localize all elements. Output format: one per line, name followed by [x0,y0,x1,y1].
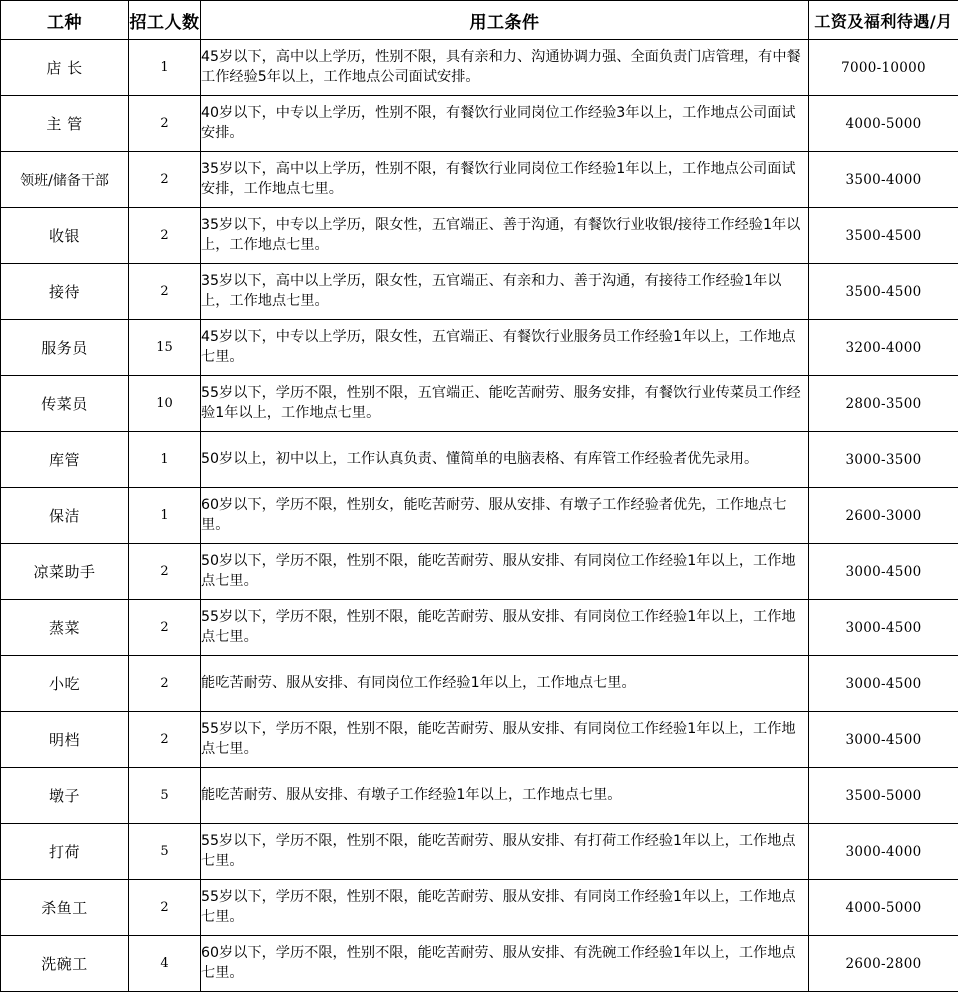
cell-job-title [1,152,129,208]
cell-job-title [1,600,129,656]
job-title-text: 传菜员 [41,395,88,413]
conditions-text: 45岁以下，中专以上学历，限女性，五官端正、有餐饮行业服务员工作经验1年以上，工作地点七里。 [201,329,796,365]
cell-headcount: 2 [129,712,201,768]
cell-headcount: 5 [129,768,201,824]
job-title-text: 杀鱼工 [41,899,88,917]
cell-salary: 3500-4500 [809,208,958,264]
job-title-text: 打荷 [48,843,80,861]
cell-conditions [201,376,809,432]
column-header-job: 工种 [1,1,129,40]
cell-headcount: 2 [129,600,201,656]
job-title-text: 领班/储备干部 [20,172,109,189]
table-row [1,488,958,544]
conditions-text: 50岁以下，学历不限，性别不限，能吃苦耐劳、服从安排、有同岗位工作经验1年以上，工作地点七里。 [201,553,796,589]
conditions-text: 55岁以下，学历不限，性别不限，能吃苦耐劳、服从安排、有同岗位工作经验1年以上，工作地点七里。 [201,721,796,757]
conditions-text: 55岁以下，学历不限，性别不限，能吃苦耐劳、服从安排、有同岗工作经验1年以上，工作地点七里。 [201,889,796,925]
cell-job-title [1,488,129,544]
cell-salary: 3000-3500 [809,432,958,488]
cell-salary: 3500-4000 [809,152,958,208]
table-body [1,40,958,992]
cell-job-title [1,544,129,600]
table-header [1,1,958,40]
cell-conditions [201,656,809,712]
conditions-text: 45岁以下，高中以上学历，性别不限，具有亲和力、沟通协调力强、全面负责门店管理，有中餐工作经验5年以上，工作地点公司面试安排。 [201,49,801,85]
cell-headcount: 2 [129,264,201,320]
conditions-text: 55岁以下，学历不限，性别不限，能吃苦耐劳、服从安排、有同岗位工作经验1年以上，工作地点七里。 [201,609,796,645]
job-title-text: 蒸菜 [48,619,80,637]
table-row [1,376,958,432]
cell-job-title [1,432,129,488]
table-row [1,544,958,600]
job-title-text: 库管 [48,451,80,469]
job-title-text: 接待 [48,283,80,301]
cell-salary: 3000-4500 [809,656,958,712]
cell-conditions [201,544,809,600]
cell-conditions [201,712,809,768]
table-row [1,712,958,768]
cell-headcount: 2 [129,656,201,712]
cell-conditions [201,936,809,992]
table-row [1,936,958,992]
cell-job-title [1,96,129,152]
cell-conditions [201,768,809,824]
cell-job-title [1,320,129,376]
table-row [1,264,958,320]
cell-salary: 2600-2800 [809,936,958,992]
job-title-text: 洗碗工 [41,955,88,973]
cell-headcount: 15 [129,320,201,376]
cell-salary: 2800-3500 [809,376,958,432]
job-title-text: 小吃 [48,675,80,693]
conditions-text: 35岁以下，中专以上学历，限女性，五官端正、善于沟通，有餐饮行业收银/接待工作经验1年以上，工作地点七里。 [201,217,801,253]
cell-headcount: 2 [129,880,201,936]
cell-salary: 7000-10000 [809,40,958,96]
conditions-text: 40岁以下，中专以上学历，性别不限，有餐饮行业同岗位工作经验3年以上，工作地点公司面试安排。 [201,105,796,141]
cell-job-title [1,768,129,824]
cell-salary: 4000-5000 [809,880,958,936]
table-row [1,40,958,96]
cell-job-title [1,208,129,264]
cell-conditions [201,152,809,208]
job-title-text: 服务员 [41,339,88,357]
cell-conditions [201,600,809,656]
column-header-count: 招工人数 [129,1,201,40]
job-title-text: 主 管 [46,115,83,133]
cell-salary: 3000-4000 [809,824,958,880]
conditions-text: 35岁以下，高中以上学历，限女性，五官端正、有亲和力、善于沟通，有接待工作经验1年以上，工作地点七里。 [201,273,782,309]
cell-job-title [1,824,129,880]
cell-headcount: 2 [129,152,201,208]
table-row [1,96,958,152]
cell-job-title [1,712,129,768]
cell-job-title [1,40,129,96]
table-row [1,432,958,488]
job-title-text: 店 长 [46,59,83,77]
cell-salary: 3000-4500 [809,712,958,768]
table-row [1,208,958,264]
cell-conditions [201,96,809,152]
table-row [1,880,958,936]
cell-conditions [201,320,809,376]
table-row [1,768,958,824]
table-row [1,320,958,376]
cell-salary: 3000-4500 [809,600,958,656]
cell-headcount: 1 [129,488,201,544]
cell-conditions [201,880,809,936]
cell-salary: 3500-5000 [809,768,958,824]
cell-conditions [201,824,809,880]
cell-conditions [201,264,809,320]
cell-job-title [1,656,129,712]
cell-salary: 4000-5000 [809,96,958,152]
cell-headcount: 2 [129,544,201,600]
cell-job-title [1,880,129,936]
cell-headcount: 4 [129,936,201,992]
cell-job-title [1,376,129,432]
conditions-text: 能吃苦耐劳、服从安排、有同岗位工作经验1年以上，工作地点七里。 [201,675,636,692]
job-title-text: 凉菜助手 [33,563,96,581]
cell-conditions [201,40,809,96]
cell-salary: 3500-4500 [809,264,958,320]
cell-headcount: 2 [129,208,201,264]
cell-headcount: 5 [129,824,201,880]
conditions-text: 35岁以下，高中以上学历，性别不限，有餐饮行业同岗位工作经验1年以上，工作地点公司面试安排，工作地点七里。 [201,161,796,197]
cell-job-title [1,936,129,992]
conditions-text: 60岁以下，学历不限，性别女，能吃苦耐劳、服从安排、有墩子工作经验者优先，工作地点七里。 [201,497,787,533]
cell-headcount: 2 [129,96,201,152]
conditions-text: 55岁以下，学历不限，性别不限，五官端正、能吃苦耐劳、服务安排，有餐饮行业传菜员工作经验1年以上，工作地点七里。 [201,385,801,421]
cell-conditions [201,208,809,264]
conditions-text: 60岁以下，学历不限，性别不限，能吃苦耐劳、服从安排、有洗碗工作经验1年以上，工作地点七里。 [201,945,796,981]
table-row [1,600,958,656]
conditions-text: 50岁以上，初中以上，工作认真负责、懂简单的电脑表格、有库管工作经验者优先录用。 [201,451,759,468]
conditions-text: 能吃苦耐劳、服从安排、有墩子工作经验1年以上，工作地点七里。 [201,787,622,804]
cell-salary: 3200-4000 [809,320,958,376]
cell-headcount: 10 [129,376,201,432]
cell-headcount: 1 [129,40,201,96]
cell-salary: 2600-3000 [809,488,958,544]
cell-conditions [201,432,809,488]
conditions-text: 55岁以下，学历不限，性别不限，能吃苦耐劳、服从安排、有打荷工作经验1年以上，工作地点七里。 [201,833,796,869]
job-title-text: 收银 [48,227,80,245]
cell-headcount: 1 [129,432,201,488]
job-title-text: 墩子 [48,787,80,805]
header-row [1,1,958,40]
cell-conditions [201,488,809,544]
table-row [1,656,958,712]
cell-salary: 3000-4500 [809,544,958,600]
job-title-text: 保洁 [48,507,80,525]
job-title-text: 明档 [48,731,80,749]
cell-job-title [1,264,129,320]
column-header-conditions: 用工条件 [201,1,809,40]
table-row [1,824,958,880]
column-header-salary: 工资及福利待遇/月 [809,1,958,40]
table-row [1,152,958,208]
